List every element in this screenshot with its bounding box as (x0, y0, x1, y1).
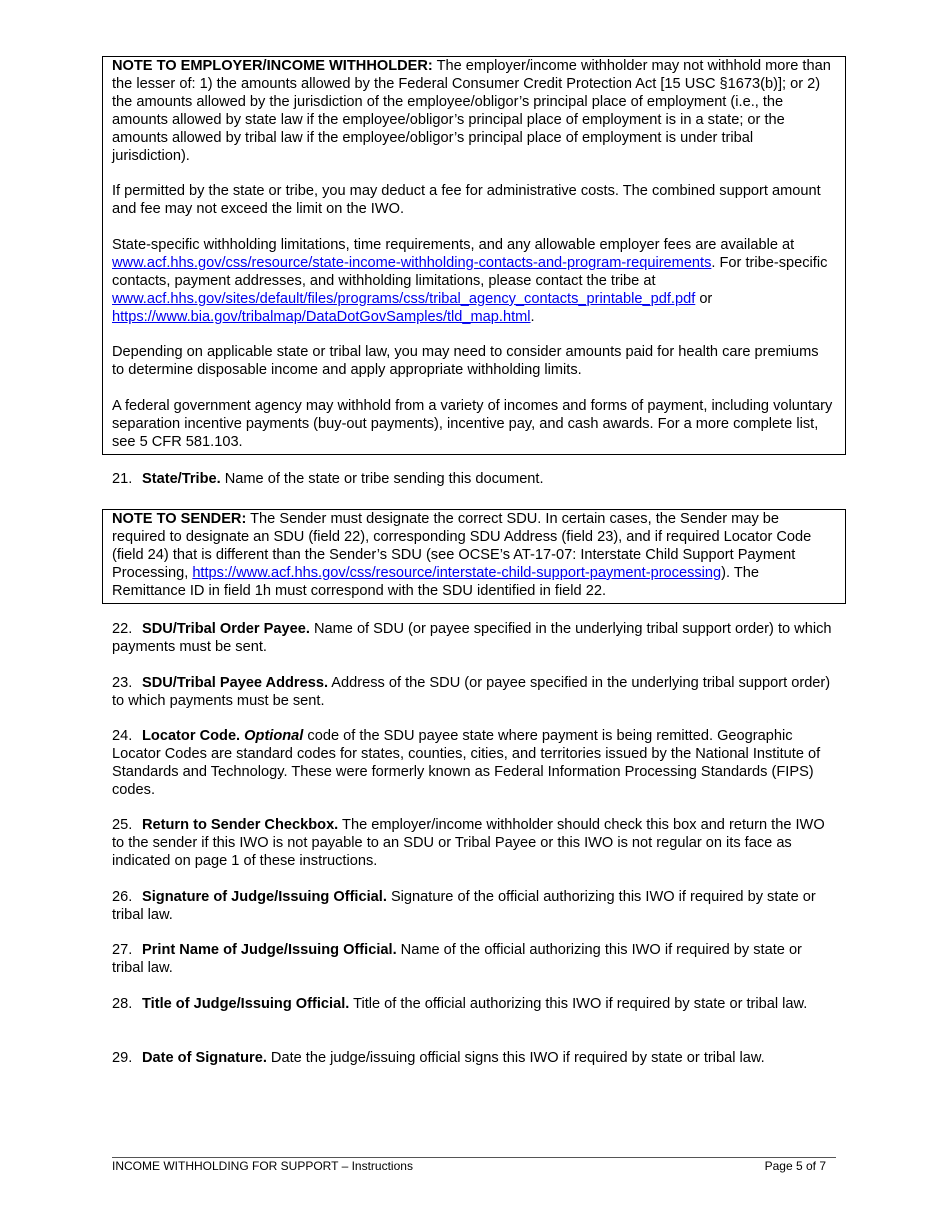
page-footer (112, 1159, 836, 1173)
note-employer-heading: NOTE TO EMPLOYER/INCOME WITHHOLDER: (112, 58, 433, 74)
item-26-signature-judge: 26. Signature of Judge/Issuing Official. Signature of the official authorizing this IWO if required by state or tribal law. (112, 889, 816, 923)
note-sender-paragraph: NOTE TO SENDER: The Sender must designate the correct SDU. In certain cases, the Sender may be required to designate an SDU (field 22), corresponding SDU Address (field 23), and if required Locator Code (field 24) that is different than the Sender’s SDU (see OCSE’s AT-17-07: Interstate Child Support Payment Processing, https://www.acf.hhs.gov/css/resource/interstate-child-support-payment-processing). The Remittance ID in field 1h must correspond with the SDU identified in field 22. (112, 511, 812, 599)
interstate-payment-processing-link[interactable]: https://www.acf.hhs.gov/css/resource/interstate-child-support-payment-processing (192, 564, 722, 581)
state-withholding-contacts-link[interactable]: www.acf.hhs.gov/css/resource/state-income-withholding-contacts-and-program-requirements (112, 254, 712, 271)
item-22-sdu-tribal-order-payee: 22. SDU/Tribal Order Payee. Name of SDU (or payee specified in the underlying tribal support order) to which payments must be sent. (112, 621, 832, 655)
item-24-locator-code: 24. Locator Code. Optional code of the SDU payee state where payment is being remitted. Geographic Locator Codes are standard codes for states, counties, cities, and territories issued by the National Institute of Standards and Technology. These were formerly known as Federal Information Processing Standards (FIPS) codes. (112, 728, 821, 798)
note-employer-paragraph-3: State-specific withholding limitations, time requirements, and any allowable employer fees are available at www.acf.hhs.gov/css/resource/state-income-withholding-contacts-and-program-requirements. For tribe-specific contacts, payment addresses, and withholding limitations, please contact the tribe at www.acf.hhs.gov/sites/default/files/programs/css/tribal_agency_contacts_printable_pdf.pdf or https://www.bia.gov/tribalmap/DataDotGovSamples/tld_map.html. (112, 237, 828, 325)
note-employer-paragraph-5: A federal government agency may withhold from a variety of incomes and forms of payment, including voluntary separation incentive payments (buy-out payments), incentive pay, and cash awards. For a more complete list, see 5 CFR 581.103. (112, 398, 833, 450)
footer-divider (112, 1157, 836, 1158)
tribal-agency-contacts-link[interactable]: www.acf.hhs.gov/sites/default/files/programs/css/tribal_agency_contacts_printable_pdf.pdf (112, 290, 696, 307)
item-25-return-to-sender: 25. Return to Sender Checkbox. The employer/income withholder should check this box and return the IWO to the sender if this IWO is not payable to an SDU or Tribal Payee or this IWO is not regular on its face as indicated on page 1 of these instructions. (112, 817, 825, 869)
item-27-print-name-judge: 27. Print Name of Judge/Issuing Official. Name of the official authorizing this IWO if required by state or tribal law. (112, 942, 802, 976)
item-23-sdu-tribal-payee-address: 23. SDU/Tribal Payee Address. Address of the SDU (or payee specified in the underlying tribal support order) to which payments must be sent. (112, 675, 831, 709)
item-21-state-tribe: 21. State/Tribe. Name of the state or tribe sending this document. (112, 471, 544, 487)
page-number: Page 5 of 7 (764, 1159, 826, 1173)
item-29-date-of-signature: 29. Date of Signature. Date the judge/issuing official signs this IWO if required by state or tribal law. (112, 1050, 765, 1066)
footer-title: INCOME WITHHOLDING FOR SUPPORT – Instructions (112, 1159, 413, 1173)
note-to-sender-box (102, 509, 846, 604)
note-sender-heading: NOTE TO SENDER: (112, 511, 247, 527)
note-to-employer-box (102, 56, 846, 455)
note-employer-paragraph-4: Depending on applicable state or tribal law, you may need to consider amounts paid for health care premiums to determine disposable income and apply appropriate withholding limits. (112, 344, 819, 379)
item-28-title-judge: 28. Title of Judge/Issuing Official. Title of the official authorizing this IWO if required by state or tribal law. (112, 996, 808, 1012)
bia-tribal-map-link[interactable]: https://www.bia.gov/tribalmap/DataDotGovSamples/tld_map.html (112, 308, 531, 325)
note-employer-paragraph-1: NOTE TO EMPLOYER/INCOME WITHHOLDER: The employer/income withholder may not withhold more than the lesser of: 1) the amounts allowed by the Federal Consumer Credit Protection Act [15 USC §1673(b)]; or 2) the amounts allowed by the jurisdiction of the employee/obligor’s principal place of employment (i.e., the amounts allowed by state law if the employee/obligor’s principal place of employment is in a state; or the amounts allowed by tribal law if the employee/obligor’s principal place of employment is under tribal jurisdiction). (112, 58, 831, 164)
note-employer-paragraph-2: If permitted by the state or tribe, you may deduct a fee for administrative costs. The combined support amount and fee may not exceed the limit on the IWO. (112, 183, 821, 218)
